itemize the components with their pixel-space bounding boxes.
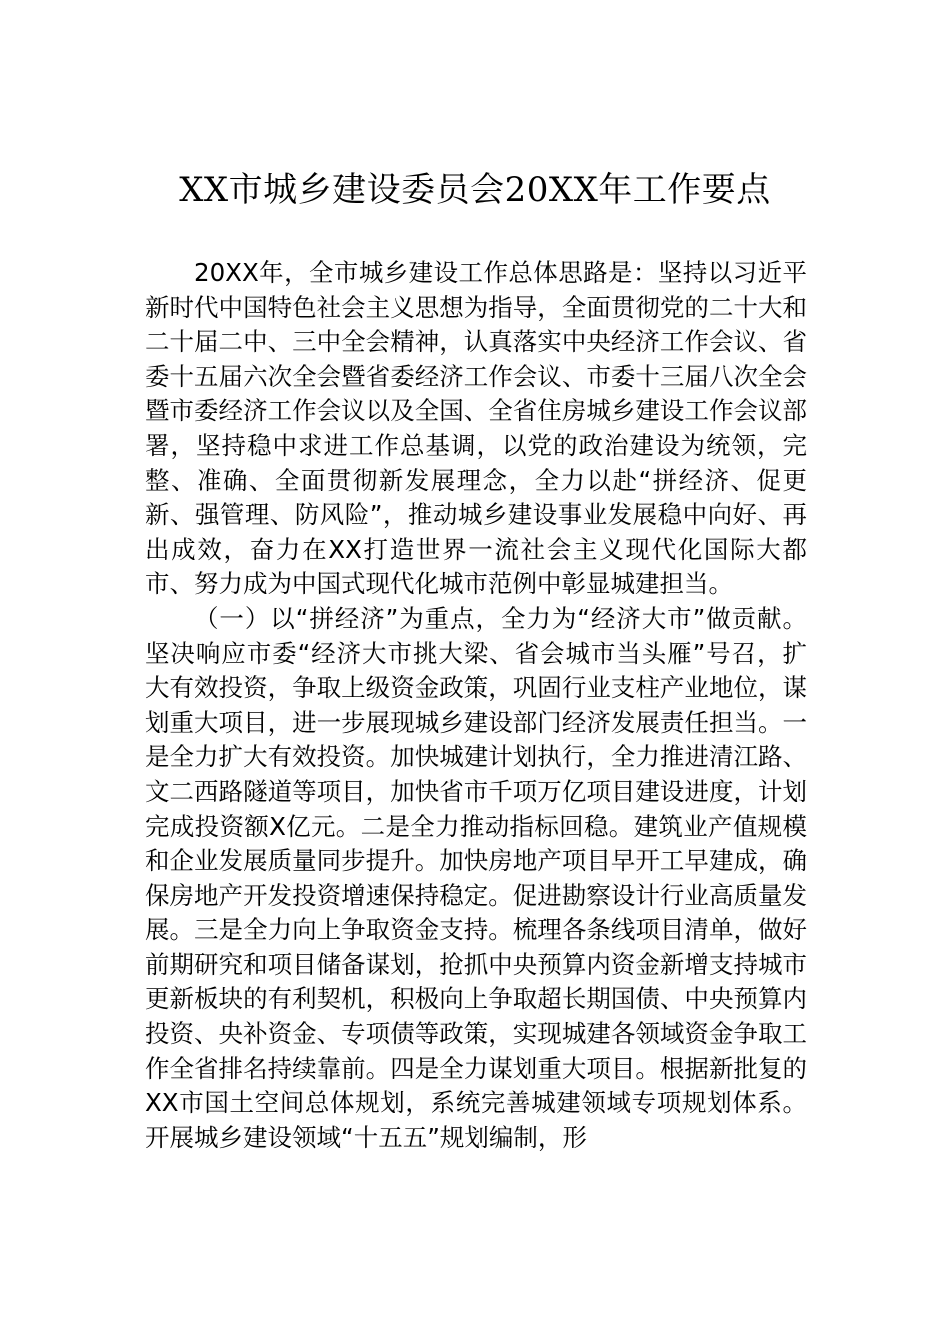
paragraph-section-one: （一）以“拼经济”为重点，全力为“经济大市”做贡献。坚决响应市委“经济大市挑大梁、省会城市当头雁”号召，扩大有效投资，争取上级资金政策，巩固行业支柱产业地位，谋划重大项目，进一步展现城乡建设部门经济发展责任担当。一是全力扩大有效投资。加快城建计划执行，全力推进清江路、文二西路隧道等项目，加快省市千项万亿项目建设进度，计划完成投资额X亿元。二是全力推动指标回稳。建筑业产值规模和企业发展质量同步提升。加快房地产项目早开工早建成，确保房地产开发投资增速保持稳定。促进勘察设计行业高质量发展。三是全力向上争取资金支持。梳理各条线项目清单，做好前期研究和项目储备谋划，抢抓中央预算内资金新增支持城市更新板块的有利契机，积极向上争取超长期国债、中央预算内投资、央补资金、专项债等政策，实现城建各领域资金争取工作全省排名持续靠前。四是全力谋划重大项目。根据新批复的XX市国土空间总体规划，系统完善城建领域专项规划体系。开展城乡建设领域“十五五”规划编制，形 bbox=[145, 603, 807, 1152]
document-body bbox=[145, 256, 807, 1155]
document-title: XX市城乡建设委员会20XX年工作要点 bbox=[179, 170, 771, 210]
paragraph-overview: 20XX年，全市城乡建设工作总体思路是：坚持以习近平新时代中国特色社会主义思想为指导，全面贯彻党的二十大和二十届二中、三中全会精神，认真落实中央经济工作会议、省委十五届六次全会暨省委经济工作会议、市委十三届八次全会暨市委经济工作会议以及全国、全省住房城乡建设工作会议部署，坚持稳中求进工作总基调，以党的政治建设为统领，完整、准确、全面贯彻新发展理念，全力以赴“拼经济、促更新、强管理、防风险”，推动城乡建设事业发展稳中向好、再出成效，奋力在XX打造世界一流社会主义现代化国际大都市、努力成为中国式现代化城市范例中彰显城建担当。 bbox=[145, 258, 807, 599]
